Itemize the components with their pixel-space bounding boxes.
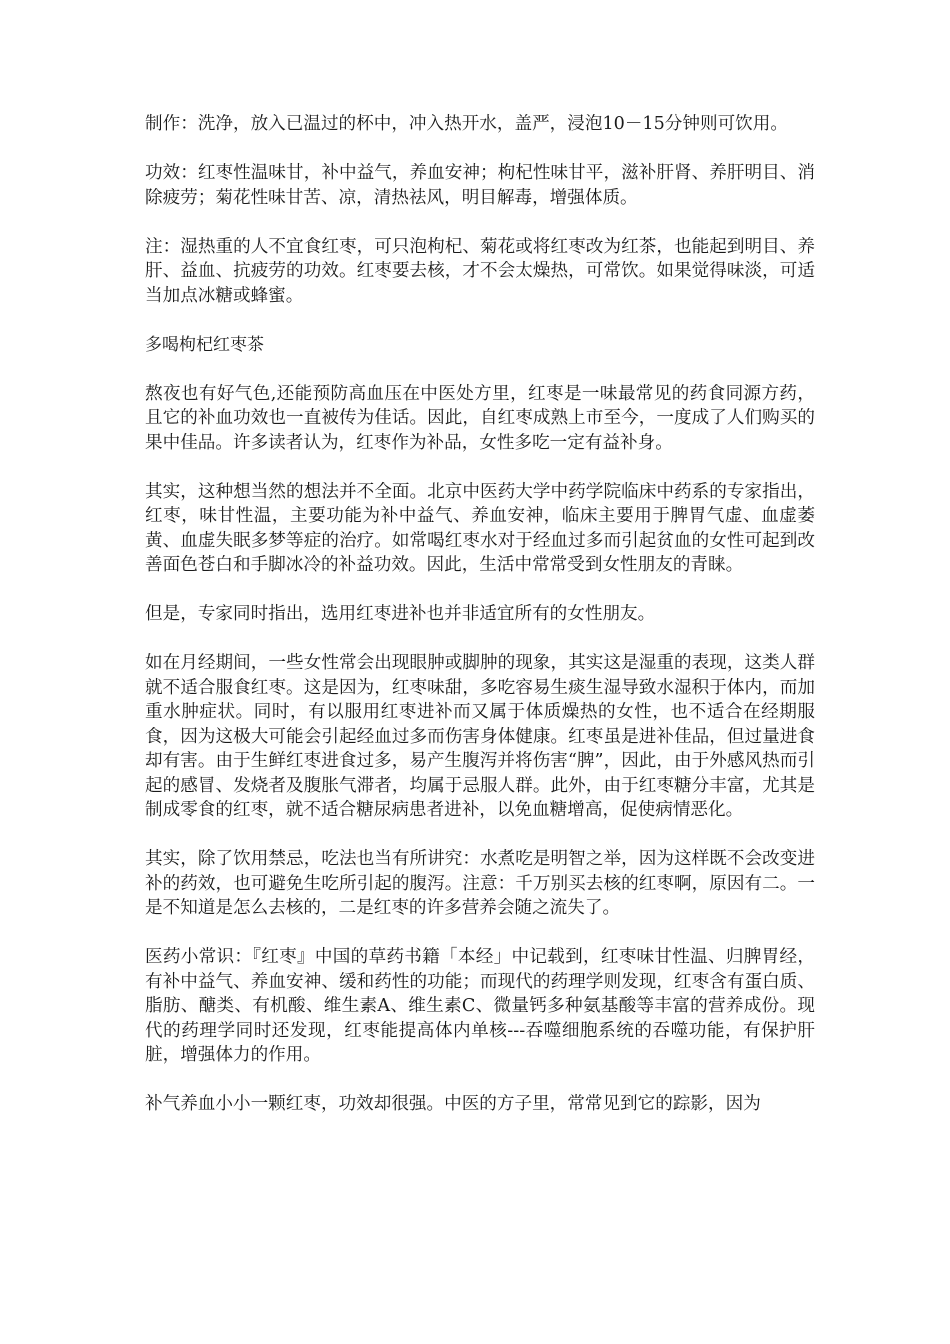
paragraph-effects: 功效：红枣性温味甘，补中益气，养血安神；枸杞性味甘平，滋补肝肾、养肝明目、消除疲劳；菊花性味甘苦、凉，清热祛风，明目解毒，增强体质。 — [145, 163, 815, 208]
paragraph-note: 注：湿热重的人不宜食红枣，可只泡枸杞、菊花或将红枣改为红茶，也能起到明目、养肝、益血、抗疲劳的功效。红枣要去核，才不会太燥热，可常饮。如果觉得味淡，可适当加点冰糖或蜂蜜。 — [145, 236, 815, 306]
paragraph-intro: 熬夜也有好气色,还能预防高血压在中医处方里，红枣是一味最常见的药食同源方药，且它的补血功效也一直被传为佳话。因此，自红枣成熟上市至今，一度成了人们购买的果中佳品。许多读者认为，红枣作为补品，女性多吃一定有益补身。 — [145, 383, 815, 453]
section-heading: 多喝枸杞红枣茶 — [145, 334, 264, 355]
paragraph-preparation: 制作：洗净，放入已温过的杯中，冲入热开水，盖严，浸泡10－15分钟则可饮用。 — [145, 114, 788, 134]
paragraph-eating-method: 其实，除了饮用禁忌，吃法也当有所讲究：水煮吃是明智之举，因为这样既不会改变进补的药效，也可避免生吃所引起的腹泻。注意：千万别买去核的红枣啊，原因有二。一是不知道是怎么去核的，二是红枣的许多营养会随之流失了。 — [145, 849, 815, 918]
document-page — [145, 112, 815, 1141]
paragraph-closing: 补气养血小小一颗红枣，功效却很强。中医的方子里，常常见到它的踪影，因为 — [145, 1094, 761, 1114]
paragraph-expert: 其实，这种想当然的想法并不全面。北京中医药大学中药学院临床中药系的专家指出，红枣，味甘性温，主要功能为补中益气、养血安神，临床主要用于脾胃气虚、血虚萎黄、血虚失眠多梦等症的治疗。如常喝红枣水对于经血过多而引起贫血的女性可起到改善面色苍白和手脚冰冷的补益功效。因此，生活中常常受到女性朋友的青睐。 — [145, 481, 815, 575]
paragraph-caution: 但是，专家同时指出，选用红枣进补也并非适宜所有的女性朋友。 — [145, 604, 656, 624]
paragraph-menstrual: 如在月经期间，一些女性常会出现眼肿或脚肿的现象，其实这是湿重的表现，这类人群就不适合服食红枣。这是因为，红枣味甜，多吃容易生痰生湿导致水湿积于体内，而加重水肿症状。同时，有以服用红枣进补而又属于体质燥热的女性，也不适合在经期服食，因为这极大可能会引起经血过多而伤害身体健康。红枣虽是进补佳品，但过量进食却有害。由于生鲜红枣进食过多，易产生腹泻并将伤害“脾”，因此，由于外感风热而引起的感冒、发烧者及腹胀气滞者，均属于忌服人群。此外，由于红枣糖分丰富，尤其是制成零食的红枣，就不适合糖尿病患者进补，以免血糖增高，促使病情恶化。 — [145, 653, 815, 820]
paragraph-medical-knowledge: 医药小常识：『红枣』中国的草药书籍「本经」中记载到，红枣味甘性温、归脾胃经，有补中益气、养血安神、缓和药性的功能；而现代的药理学则发现，红枣含有蛋白质、脂肪、醣类、有机酸、维生素A、维生素C、微量钙多种氨基酸等丰富的营养成份。现代的药理学同时还发现，红枣能提高体内单核---吞噬细胞系统的吞噬功能，有保护肝脏，增强体力的作用。 — [145, 947, 815, 1065]
